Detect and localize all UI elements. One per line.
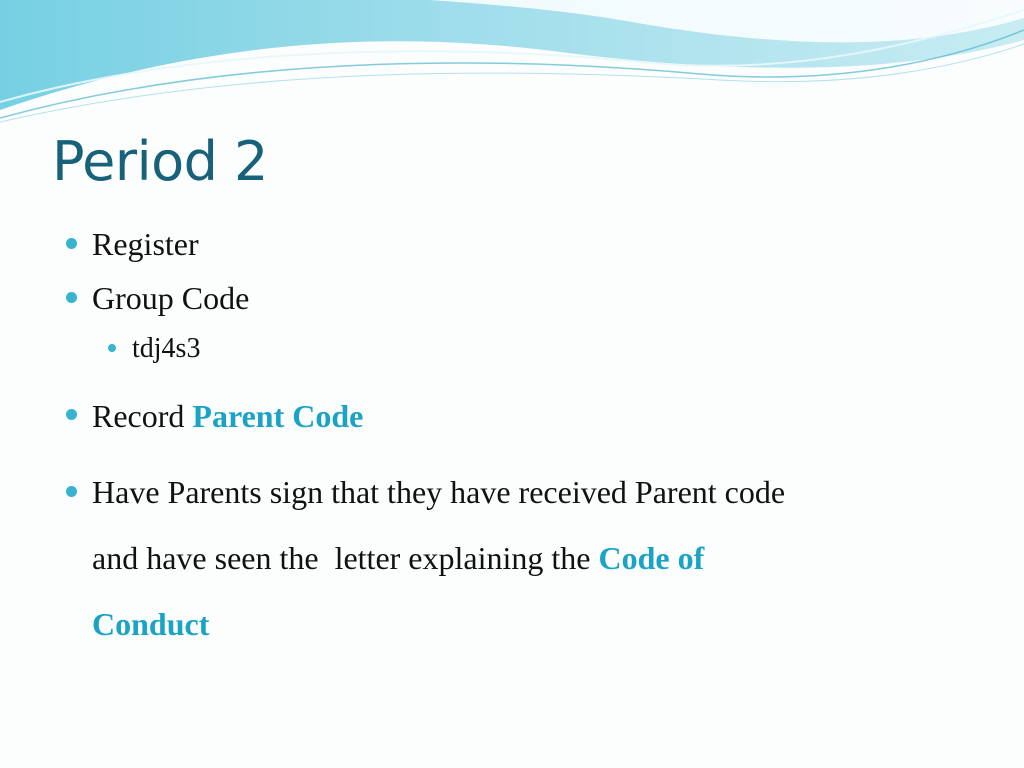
bullet-group-code: Group Code xyxy=(92,280,250,316)
bullet-dot xyxy=(66,409,77,420)
highlight-code-of: Code of xyxy=(598,540,705,576)
bullet-have-parents-line-2 xyxy=(92,538,704,578)
bullet-dot xyxy=(66,292,77,303)
highlight-conduct: Conduct xyxy=(92,606,210,642)
highlight-parent-code: Parent Code xyxy=(192,398,364,434)
sub-bullet-group-code-value: tdj4s3 xyxy=(132,333,201,364)
bullet-text: and have seen the letter explaining the xyxy=(92,540,599,576)
bullet-record-parent-code xyxy=(92,396,363,436)
bullet-dot xyxy=(66,238,77,249)
bullet-text: Record xyxy=(92,398,193,434)
bullet-dot xyxy=(66,486,77,497)
slide-title: Period 2 xyxy=(52,130,268,193)
bullet-have-parents-line-1: Have Parents sign that they have received Parent code xyxy=(92,474,786,510)
bullet-have-parents-line-3 xyxy=(92,604,209,644)
bullet-register: Register xyxy=(92,226,199,262)
sub-bullet-dot xyxy=(108,344,116,352)
